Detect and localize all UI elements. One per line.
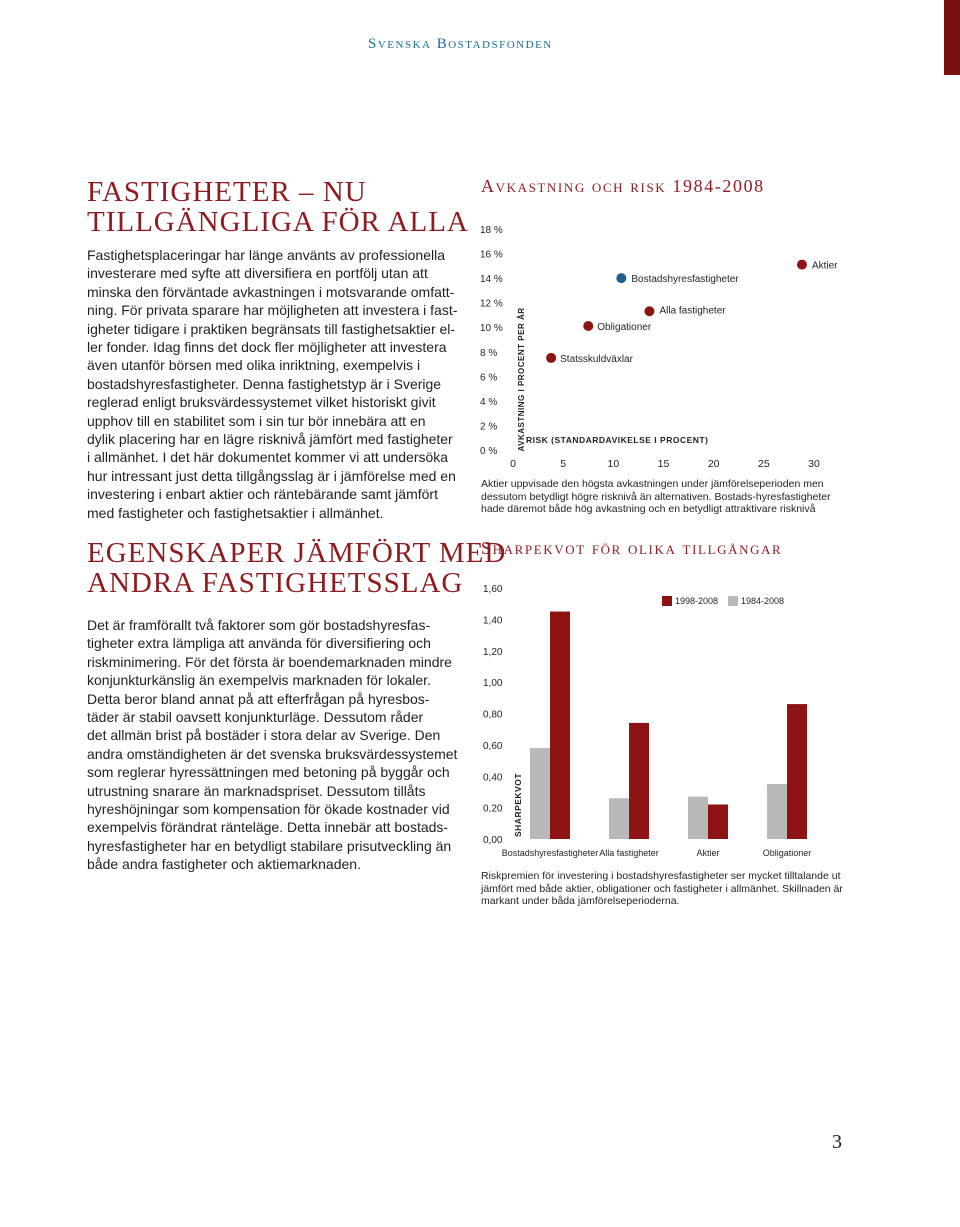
y-tick-label: 1,60 <box>483 584 503 595</box>
body-line: bostadshyresfastigheter. Denna fastighetstyp är i Sverige <box>87 375 442 392</box>
y-tick-label: 6 % <box>480 372 498 384</box>
chart2-title: Sharpekvot för olika tillgångar <box>481 538 783 558</box>
body-line: Detta beror bland annat på att efterfrågan på hyresbos- <box>87 690 430 707</box>
y-tick-label: 1,20 <box>483 646 503 658</box>
bar <box>767 784 787 839</box>
caption-line: Riskpremien för investering i bostadshyresfastigheter ser mycket tilltalande ut <box>481 870 841 882</box>
y-tick-label: 18 % <box>480 225 503 236</box>
heading-line: FASTIGHETER – NU <box>87 176 367 208</box>
bar <box>688 797 708 839</box>
heading-line: TILLGÄNGLIGA FÖR ALLA <box>87 206 469 238</box>
point-label: Bostadshyresfastigheter <box>631 274 739 286</box>
caption-line: dessutom betydligt högre risknivå än alternativen. Bostads-hyresfastigheter <box>481 490 831 503</box>
section1-heading <box>87 177 469 237</box>
data-point <box>644 306 654 316</box>
body-line: konjunkturkänslig än exempelvis marknaden för lokaler. <box>87 672 431 689</box>
point-label: Obligationer <box>597 321 652 333</box>
y-axis-label: SHARPEKVOT <box>513 772 523 837</box>
body-line: upphov till en stabilitet som i sin tur bör innebära att en <box>87 412 426 429</box>
body-line: i allmänhet. I det här dokumentet kommer vi att undersöka <box>87 449 449 466</box>
y-tick-label: 2 % <box>480 421 498 433</box>
risk-return-scatter-chart <box>470 215 840 480</box>
y-tick-label: 0 % <box>480 446 498 457</box>
brand-color-bar <box>944 0 960 75</box>
section1-body <box>87 246 457 522</box>
data-point <box>616 273 626 283</box>
body-line: andra omständigheten är det svenska bruksvärdessystemet <box>87 745 458 762</box>
y-tick-label: 0,60 <box>483 740 503 752</box>
legend-swatch <box>662 596 672 606</box>
category-label: Obligationer <box>762 848 812 858</box>
y-tick-label: 8 % <box>480 347 498 359</box>
y-axis-label: AVKASTNING I PROCENT PER ÅR <box>517 307 526 452</box>
body-line: investering i enbart aktier och räntebärande samt jämfört <box>87 486 438 503</box>
legend-label: 1984-2008 <box>741 596 785 606</box>
y-tick-label: 0,80 <box>483 709 503 721</box>
category-label: Alla fastigheter <box>599 848 659 858</box>
chart2-caption <box>481 870 843 908</box>
legend-swatch <box>728 596 738 606</box>
point-label: Aktier <box>811 260 838 272</box>
caption-line: Aktier uppvisade den högsta avkastningen under jämförelseperioden men <box>481 478 824 490</box>
x-tick-label: 20 <box>707 458 720 470</box>
body-line: både andra fastigheter och aktiemarknaden. <box>87 856 361 873</box>
y-tick-label: 0,40 <box>483 772 503 784</box>
chart1-caption <box>481 478 831 516</box>
y-tick-label: 1,40 <box>483 615 503 627</box>
y-tick-label: 0,20 <box>483 803 503 815</box>
body-line: hur intressant just detta tillgångsslag är i jämförelse med en <box>87 467 456 484</box>
bar <box>550 612 570 839</box>
category-label: Bostadshyresfastigheter <box>501 848 599 858</box>
section2-heading <box>87 538 506 598</box>
x-tick-label: 25 <box>757 458 770 470</box>
page-number: 3 <box>832 1131 842 1153</box>
bar <box>629 723 649 839</box>
data-point <box>583 321 593 331</box>
point-label: Statsskuldväxlar <box>560 353 633 365</box>
x-tick-label: 30 <box>808 458 820 470</box>
body-line: som reglerar hyressättningen med betoning på byggår och <box>87 764 450 781</box>
heading-line: EGENSKAPER JÄMFÖRT MED <box>87 537 507 569</box>
data-point <box>797 260 807 270</box>
y-tick-label: 10 % <box>480 323 503 335</box>
x-tick-label: 10 <box>607 458 620 470</box>
heading-line: ANDRA FASTIGHETSSLAG <box>87 567 464 599</box>
section2-body <box>87 616 457 874</box>
category-label: Aktier <box>696 848 720 858</box>
body-line: hyresfastigheter har en betydligt stabilare prisutveckling än <box>87 837 452 854</box>
body-line: riskminimering. För det första är boendemarknaden mindre <box>87 653 452 670</box>
body-line: ning. För privata sparare har möjligheten att investera i fast- <box>87 302 458 319</box>
body-line: hyreshöjningar som kompensation för ökade kostnader vid <box>87 801 450 818</box>
point-label: Alla fastigheter <box>659 305 726 317</box>
bar <box>708 804 728 839</box>
body-line: även utanför börsen med olika inriktning, exempelvis i <box>87 357 421 374</box>
body-line: täder är stabil oavsett konjunkturläge. Dessutom råder <box>87 709 424 726</box>
sharpe-ratio-bar-chart <box>470 578 850 863</box>
body-line: investerare med syfte att diversifiera en portfölj utan att <box>87 265 428 282</box>
caption-line: jämfört med både aktier, obligationer och fastigheter i allmänhet. Skillnaden är <box>481 882 843 895</box>
chart1-title: Avkastning och risk 1984-2008 <box>481 176 765 196</box>
body-line: minska den förväntade avkastningen i motsvarande omfatt- <box>87 283 455 300</box>
legend-label: 1998-2008 <box>675 596 719 606</box>
x-tick-label: 0 <box>510 458 516 470</box>
y-tick-label: 12 % <box>480 298 503 310</box>
bar <box>609 798 629 839</box>
body-line: utrustning snarare än marknadspriset. Dessutom tillåts <box>87 782 426 799</box>
body-line: ler fonder. Idag finns det dock fler möjligheter att investera <box>87 339 447 356</box>
bar <box>530 748 550 839</box>
body-line: igheter tidigare i praktiken begränsats till fastighetsaktier el- <box>87 320 456 337</box>
x-axis-label: RISK (STANDARDAVIKELSE I PROCENT) <box>526 435 709 445</box>
bar <box>787 704 807 839</box>
body-line: Fastighetsplaceringar har länge använts av professionella <box>87 247 445 263</box>
body-line: tigheter extra lämpliga att använda för diversifiering och <box>87 635 431 652</box>
caption-line: hade däremot både hög avkastning och en betydligt attraktivare risknivå <box>481 503 816 516</box>
body-line: dylik placering har en lägre risknivå jämfört med fastigheter <box>87 431 453 448</box>
caption-line: markant under båda jämförelseperioderna. <box>481 895 680 908</box>
y-tick-label: 1,00 <box>483 678 503 690</box>
data-point <box>546 353 556 363</box>
x-tick-label: 15 <box>657 458 670 470</box>
body-line: det allmän brist på bostäder i stora delar av Sverige. Den <box>87 727 441 744</box>
brand-name: Svenska Bostadsfonden <box>368 36 553 52</box>
y-tick-label: 4 % <box>480 396 498 408</box>
body-line: Det är framförallt två faktorer som gör bostadshyresfas- <box>87 617 431 633</box>
x-tick-label: 5 <box>560 458 567 470</box>
y-tick-label: 14 % <box>480 274 503 286</box>
y-tick-label: 16 % <box>480 249 503 261</box>
body-line: med fastigheter och fastighetsaktier i allmänhet. <box>87 504 384 521</box>
y-tick-label: 0,00 <box>483 835 503 846</box>
body-line: exempelvis förändrat ränteläge. Detta innebär att bostads- <box>87 819 449 836</box>
body-line: reglerad enligt bruksvärdessystemet vilket historiskt givit <box>87 394 436 411</box>
